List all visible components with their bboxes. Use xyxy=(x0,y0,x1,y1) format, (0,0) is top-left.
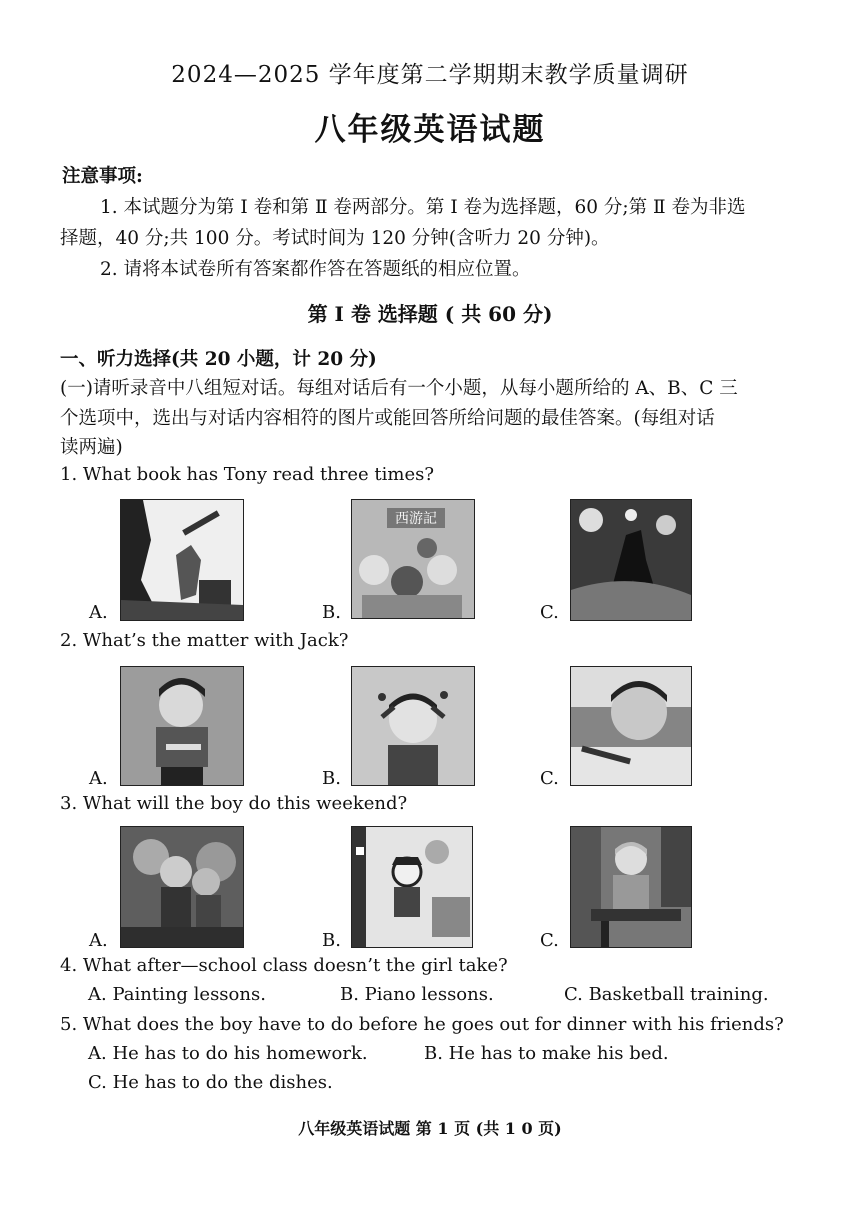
notice-heading: 注意事项: xyxy=(62,166,143,187)
notice-item-1-line-1: 1. 本试题分为第 Ⅰ 卷和第 Ⅱ 卷两部分。第 Ⅰ 卷为选择题，60 分;第 Ⅱ 卷为非选 xyxy=(100,197,746,218)
question-5-stem: 5. What does the boy have to do before he goes out for dinner with his friends? xyxy=(60,1014,784,1035)
q5-option-c[interactable]: C. He has to do the dishes. xyxy=(88,1072,333,1093)
q1-option-c-image xyxy=(570,499,692,621)
q3-option-b-label[interactable]: B. xyxy=(322,930,341,951)
section-title: 第 Ⅰ 卷 选择题 ( 共 60 分) xyxy=(307,302,553,326)
q1-option-a-image xyxy=(120,499,244,621)
q2-option-c-label[interactable]: C. xyxy=(540,768,559,789)
q4-option-c[interactable]: C. Basketball training. xyxy=(564,984,769,1005)
notice-item-1-line-2: 择题，40 分;共 100 分。考试时间为 120 分钟(含听力 20 分钟)。 xyxy=(60,228,610,249)
page-footer: 八年级英语试题 第 1 页 (共 1 0 页) xyxy=(298,1119,562,1138)
q3-option-c-label[interactable]: C. xyxy=(540,930,559,951)
part1-instruction-line-1: (一)请听录音中八组短对话。每组对话后有一个小题，从每小题所给的 A、B、C 三 xyxy=(60,378,738,399)
part1-instruction-line-3: 读两遍) xyxy=(60,437,123,458)
q2-option-b-image xyxy=(351,666,475,786)
q1-option-c-label[interactable]: C. xyxy=(540,602,559,623)
part1-heading: 一、听力选择(共 20 小题，计 20 分) xyxy=(60,349,377,370)
exam-supertitle: 2024—2025 学年度第二学期期末教学质量调研 xyxy=(171,62,689,88)
exam-title: 八年级英语试题 xyxy=(314,112,546,148)
q5-option-a[interactable]: A. He has to do his homework. xyxy=(88,1043,368,1064)
q3-option-a-label[interactable]: A. xyxy=(89,930,108,951)
q1-option-a-label[interactable]: A. xyxy=(89,602,108,623)
q2-option-a-image xyxy=(120,666,244,786)
question-3-stem: 3. What will the boy do this weekend? xyxy=(60,793,408,814)
q4-option-a[interactable]: A. Painting lessons. xyxy=(88,984,266,1005)
q3-option-a-image xyxy=(120,826,244,948)
q5-option-b[interactable]: B. He has to make his bed. xyxy=(424,1043,669,1064)
q1-option-b-image xyxy=(351,499,475,619)
q2-option-c-image xyxy=(570,666,692,786)
notice-item-2: 2. 请将本试卷所有答案都作答在答题纸的相应位置。 xyxy=(100,259,531,280)
q3-option-b-image xyxy=(351,826,473,948)
q2-option-a-label[interactable]: A. xyxy=(89,768,108,789)
part1-instruction-line-2: 个选项中，选出与对话内容相符的图片或能回答所给问题的最佳答案。(每组对话 xyxy=(60,408,715,429)
question-1-stem: 1. What book has Tony read three times? xyxy=(60,464,435,485)
q1-option-b-label[interactable]: B. xyxy=(322,602,341,623)
q2-option-b-label[interactable]: B. xyxy=(322,768,341,789)
question-4-stem: 4. What after—school class doesn’t the girl take? xyxy=(60,955,508,976)
q4-option-b[interactable]: B. Piano lessons. xyxy=(340,984,494,1005)
q3-option-c-image xyxy=(570,826,692,948)
question-2-stem: 2. What’s the matter with Jack? xyxy=(60,630,349,651)
journey-west-title: 西游記 xyxy=(395,511,437,527)
